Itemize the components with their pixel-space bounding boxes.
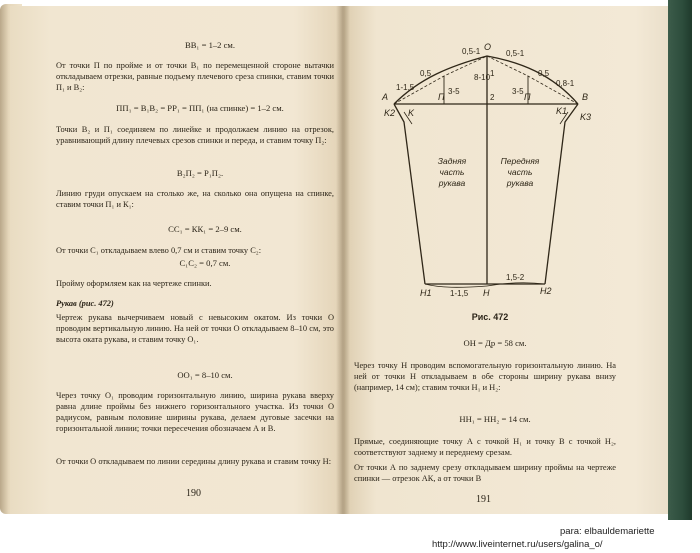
point-label-o: O [484,42,492,52]
measure-label: 0,5 [538,69,550,78]
measure-label: 0,5 [420,69,432,78]
credit-line: para: elbauldemariette [560,526,655,537]
formula: CC₁ = КК₁ = 2–9 см. [168,224,242,234]
back-part-label: Задняя [437,156,467,166]
formula: OH = Др = 58 см. [463,338,527,348]
formula: BB₁ = 1–2 см. [184,40,236,50]
point-label-h1: H1 [420,288,432,298]
paragraph: Линию груди опускаем на столько же, на сколько она опущена на спинке, ставим точки П₁ и К₁: [56,189,334,209]
paragraph: Точки В₂ и П₁ соединяем по линейке и продолжаем линию на отрезок, уравнивающий длину плечевых срезов спинки и переда, и ставим точку П₂: [56,125,334,145]
paragraph: Пройму оформляем как на чертеже спинки. [56,279,212,288]
book-gutter [336,6,350,514]
formula: В₂П₂ = Р₁П₂. [176,168,224,178]
measure-label: 2 [490,93,495,102]
front-part-label: рукава [506,178,534,188]
point-label-h2: H2 [540,286,552,296]
paragraph: Чертеж рукава вычерчиваем новый с невысоким окатом. Из точки О проводим вертикальную линию. На ней от точки О откладываем 8–10 см, это высота оката рукава, и ставим точку О₁. [56,313,334,344]
paragraph: От точки О откладываем по линии середины длину рукава и ставим точку Н: [56,457,332,466]
formula: С₁С₂ = 0,7 см. [179,258,231,268]
point-label-p-back: П [438,92,445,102]
paragraph: Прямые, соединяющие точку А с точкой Н₁ и точку В с точкой Н₂, соответствуют заднему и переднему срезам. [354,437,616,457]
front-part-label: Передняя [500,156,540,166]
paragraph: От точки П по пройме и от точки В₁ по перемещенной стороне вытачки откладываем отрезки, равные подъему плечевого среза спинки, ставим точки П₁ и В₂: [56,61,334,92]
measure-label: 1-1,5 [396,83,415,92]
measure-label: 0,5-1 [462,47,481,56]
point-label-k2: K2 [384,108,396,118]
point-label-h: H [483,288,490,298]
point-label-p-front: П [524,92,531,102]
point-label-k1: K1 [556,106,568,116]
back-part-label: часть [439,167,465,177]
paragraph: От точки С₁ откладываем влево 0,7 см и ставим точку С₂: [56,246,262,255]
measure-label: 3-5 [512,87,524,96]
page-number: 190 [186,488,201,499]
point-label-k3: K3 [580,112,592,122]
formula: НН₁ = НН₂ = 14 см. [459,414,531,424]
measure-label: 1,5-2 [506,273,525,282]
paragraph: От точки А по заднему срезу откладываем ширину проймы на чертеже спинки — отрезок АК, а от точки В [354,463,616,483]
measure-label: 1-1,5 [450,289,469,298]
measure-label: 8-10 [474,73,491,82]
credit-url[interactable]: http://www.liveinternet.ru/users/galina_o/ [432,539,603,550]
back-part-label: рукава [438,178,466,188]
section-heading: Рукав (рис. 472) [56,299,114,308]
point-label-k: K [408,108,415,118]
point-label-b: B [582,92,589,102]
figure-caption: Рис. 472 [471,312,509,322]
point-label-a: A [382,92,389,102]
measure-label: 3-5 [448,87,460,96]
formula: OO₁ = 8–10 см. [177,370,233,380]
measure-label: 1 [490,69,495,78]
paragraph: Через точку О₁ проводим горизонтальную линию, ширина рукава вверху равна длине проймы без нижнего горизонтального участка. Из точки О радиусом, равным половине ширины рукава, делаем дуговые засечки на горизонтальной линии; точки пересечения обозначаем А и В. [56,391,334,433]
book-cover-edge [668,0,692,520]
paragraph: Через точку Н проводим вспомогательную горизонтальную линию. На ней от точки Н откладываем в обе стороны ширину рукава внизу (например, 14 см); ставим точки Н₁ и Н₂: [354,361,616,392]
front-part-label: часть [507,167,533,177]
measure-label: 0,8-1 [556,79,575,88]
formula: ПП₁ = В₁В₂ = РР₁ = ПП₁ (на спинке) = 1–2 см. [116,103,284,113]
measure-label: 0,5-1 [506,49,525,58]
page-number: 191 [476,494,491,505]
